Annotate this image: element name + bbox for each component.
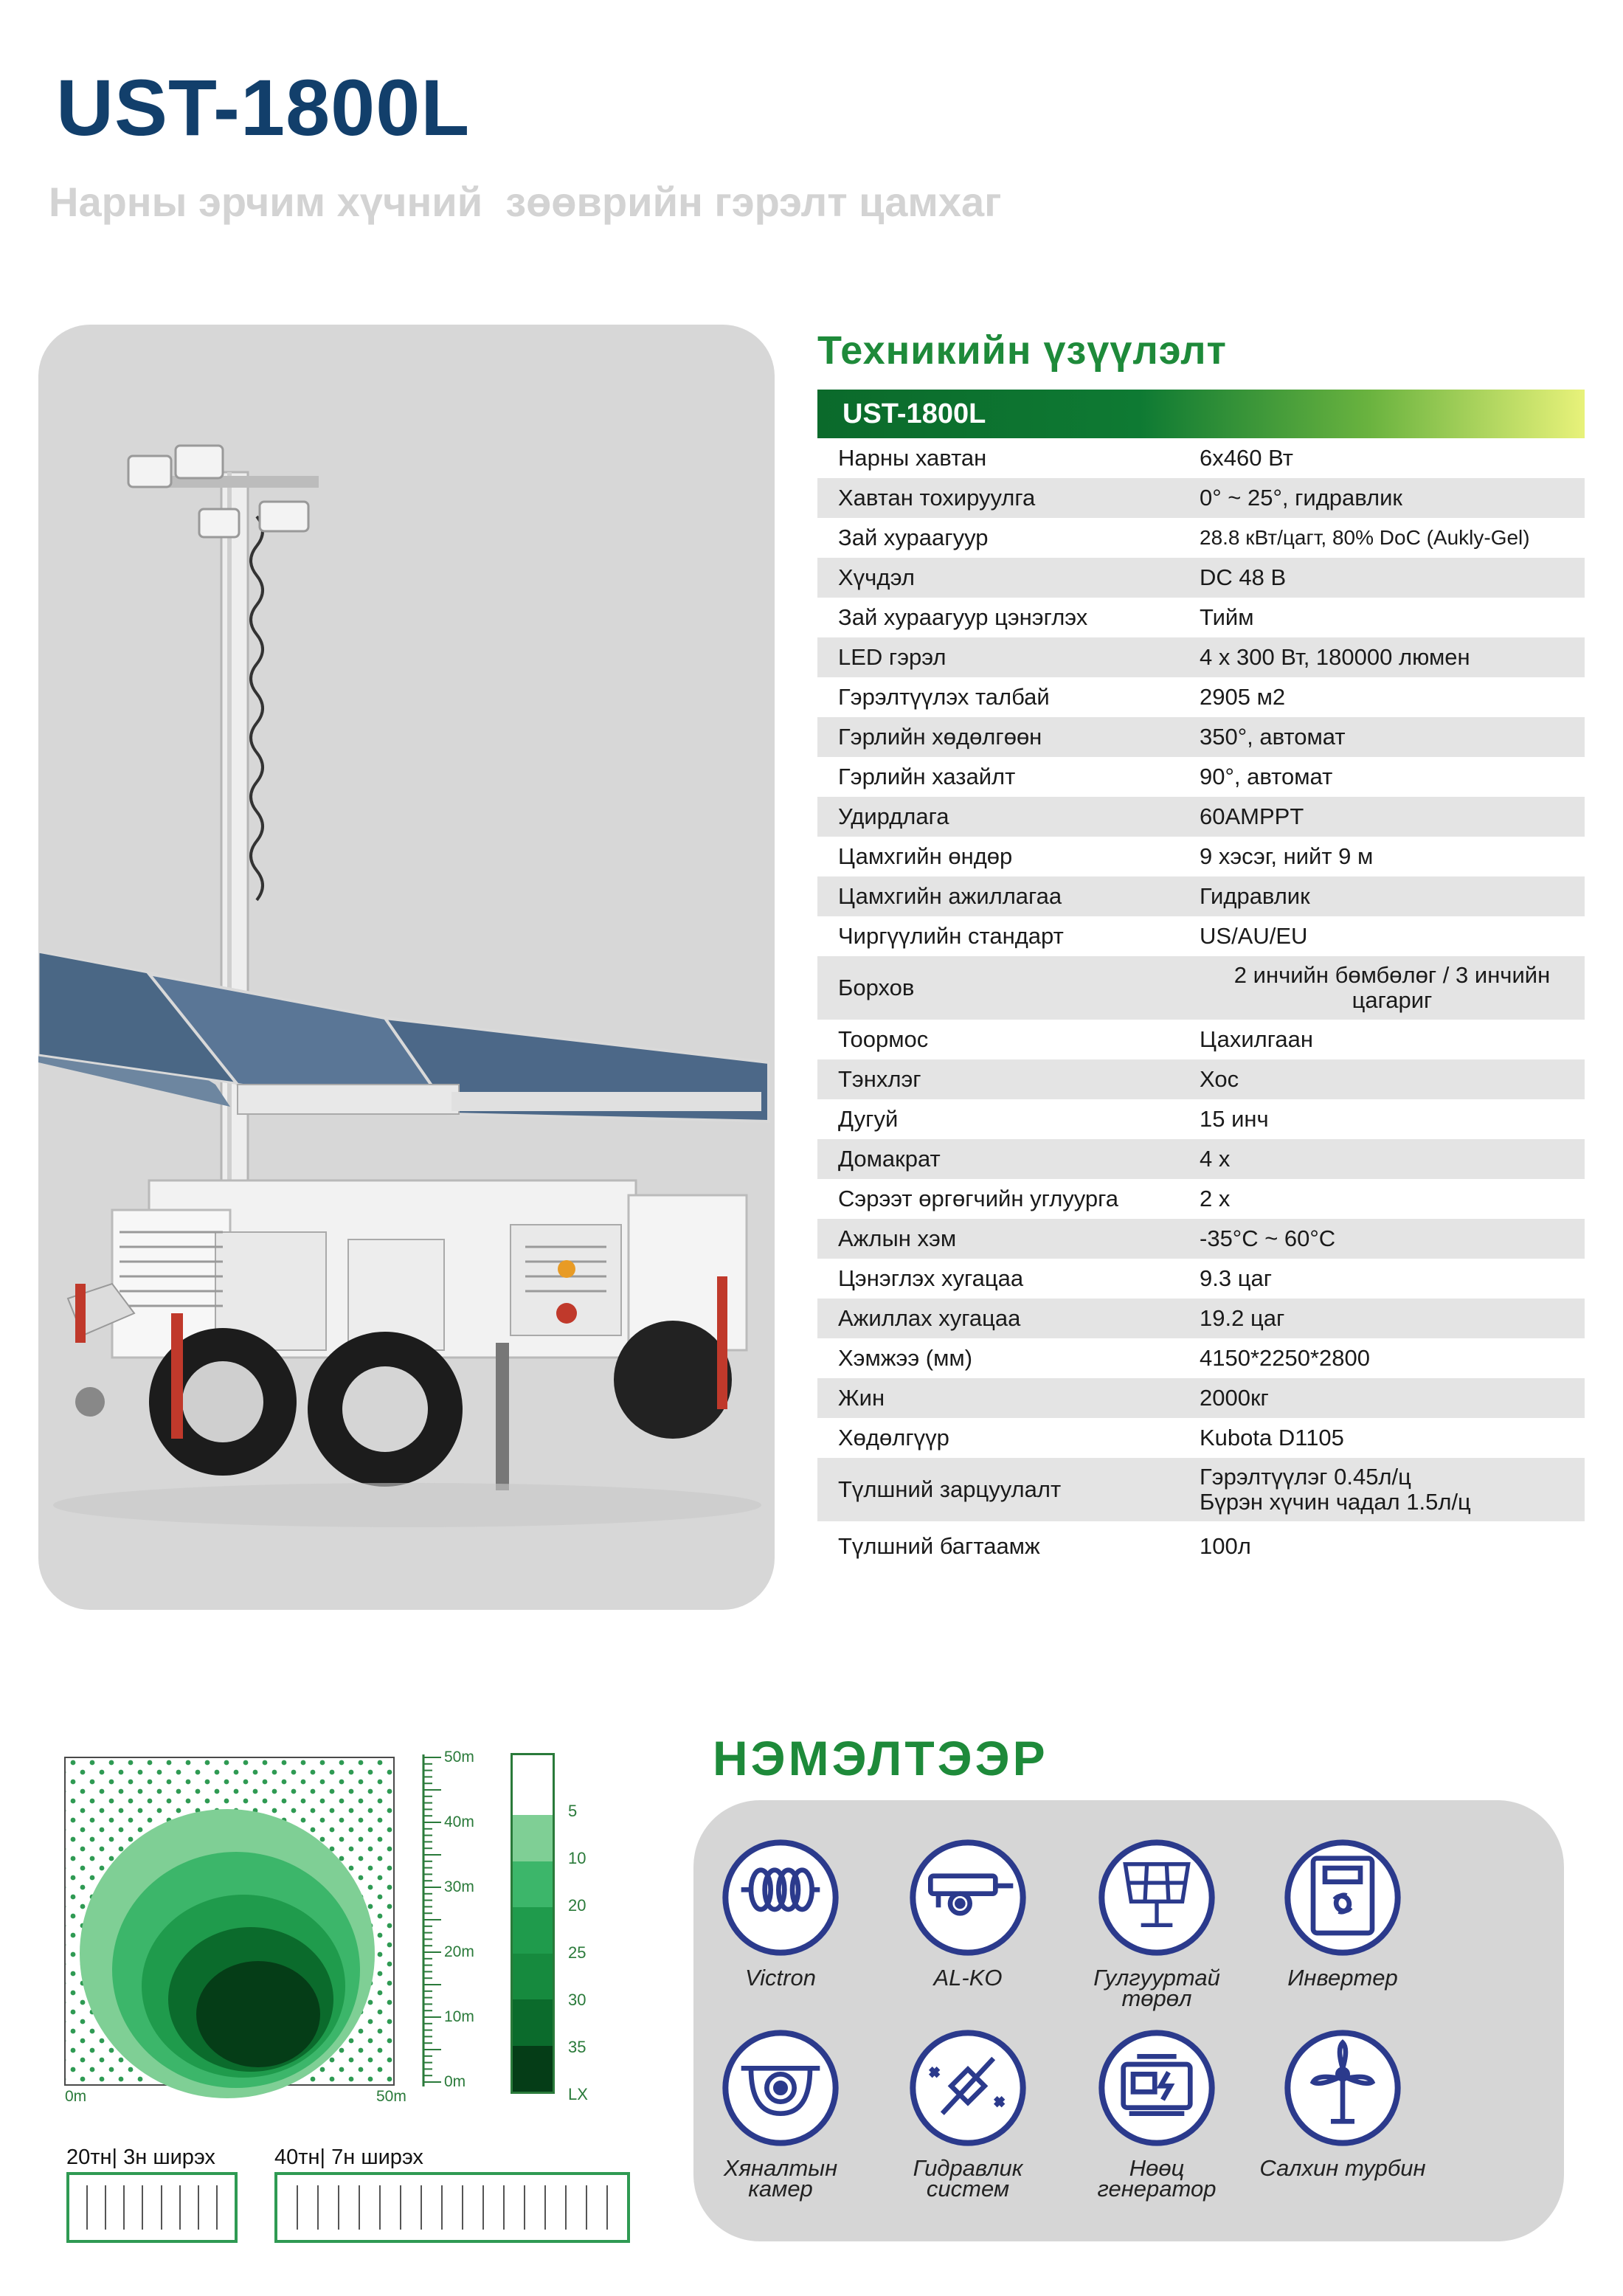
lux-label: LX [568, 2085, 588, 2103]
lux-label: 10 [568, 1849, 586, 1867]
spec-row [817, 1418, 1585, 1458]
coverage-slot [400, 2185, 401, 2230]
spec-label: LED гэрэл [838, 644, 947, 670]
spec-row [817, 438, 1585, 478]
spec-value: 2000кг [1200, 1385, 1269, 1411]
addon-item [1072, 1839, 1242, 2009]
spec-row [817, 677, 1585, 717]
spec-value: 90°, автомат [1200, 764, 1333, 789]
solar-light-tower-illustration [38, 325, 775, 1610]
spec-value: 28.8 кВт/цагт, 80% DoC (Aukly-Gel) [1200, 526, 1530, 549]
addon-label: Хяналтын камер [723, 2155, 838, 2202]
spec-value: US/AU/EU [1200, 923, 1308, 949]
product-photo [38, 325, 775, 1610]
generator-icon [1098, 2029, 1216, 2147]
spec-row [817, 1179, 1585, 1219]
coverage-slot [317, 2185, 319, 2230]
coverage-slot [198, 2185, 199, 2230]
coverage-slot [161, 2185, 162, 2230]
spec-value: Гидравлик [1200, 883, 1310, 909]
coverage-slot [524, 2185, 525, 2230]
spec-row [817, 1521, 1585, 1571]
distance-label: 50m [444, 1749, 474, 1766]
addons-panel [693, 1800, 1564, 2241]
spec-rows [817, 438, 1585, 1571]
spec-value: 350°, автомат [1200, 724, 1346, 750]
coverage-slot [565, 2185, 567, 2230]
spec-row [817, 1059, 1585, 1099]
spec-label: Цамхгийн өндөр [838, 843, 1013, 869]
spec-row [817, 916, 1585, 956]
spec-value: 9 хэсэг, нийт 9 м [1200, 843, 1374, 869]
spec-label: Жин [838, 1385, 885, 1411]
spec-label: Нарны хавтан [838, 445, 987, 471]
spec-row [817, 637, 1585, 677]
addon-item [1258, 1839, 1428, 1991]
spec-label: Гэрлийн хөдөлгөөн [838, 724, 1042, 750]
spec-value: 4150*2250*2800 [1200, 1345, 1371, 1371]
spec-value: 60AMPPT [1200, 803, 1304, 829]
inverter-icon [1284, 1839, 1402, 1957]
coverage-slot [86, 2185, 88, 2230]
addon-label: Гулгууртай төрөл [1093, 1965, 1220, 2011]
spec-value: Гэрэлтүүлэг 0.45л/ц Бүрэн хүчин чадал 1.5л/ц [1200, 1464, 1471, 1515]
addon-label: AL-KO [933, 1965, 1003, 1991]
coverage-slot [359, 2185, 360, 2230]
coverage-slot [379, 2185, 381, 2230]
coverage-label: 20тн| 3н ширэх [66, 2145, 215, 2169]
spec-value: Цахилгаан [1200, 1026, 1313, 1052]
specs-heading: Техникийн үзүүлэлт [817, 328, 1227, 373]
spec-row [817, 478, 1585, 518]
spec-label: Тоормос [838, 1026, 929, 1052]
spec-label: Зай хураагуур цэнэглэх [838, 604, 1088, 630]
spec-row [817, 837, 1585, 876]
addon-item [1072, 2029, 1242, 2202]
spec-label: Домакрат [838, 1146, 941, 1172]
camera-icon [721, 2029, 840, 2147]
coverage-slot [586, 2185, 587, 2230]
lux-swatch [513, 1999, 553, 2045]
spec-row [817, 1219, 1585, 1259]
distance-label: 30m [444, 1878, 474, 1895]
lux-label: 30 [568, 1991, 586, 2009]
coverage-slot [338, 2185, 339, 2230]
spec-label: Цамхгийн ажиллагаа [838, 883, 1062, 909]
distance-label: 10m [444, 2008, 474, 2025]
distance-scale [419, 1754, 446, 2094]
addon-item [883, 2029, 1053, 2202]
spec-label: Удирдлага [838, 803, 949, 829]
spec-value: 4 x 300 Вт, 180000 люмен [1200, 644, 1470, 670]
spec-label: Хэмжээ (мм) [838, 1345, 973, 1371]
coverage-box [274, 2172, 630, 2243]
x-distance-label: 0m [65, 2088, 87, 2105]
coverage-box [66, 2172, 238, 2243]
addons-heading: НЭМЭЛТЭЭР [713, 1731, 1048, 1785]
coverage-slot [462, 2185, 463, 2230]
spec-value: 15 инч [1200, 1106, 1269, 1132]
addon-label: Инвертер [1287, 1965, 1398, 1991]
spec-label: Борхов [838, 975, 915, 1000]
spec-row [817, 1259, 1585, 1299]
coverage-slot [544, 2185, 546, 2230]
lux-label: 25 [568, 1943, 586, 1962]
coverage-slot [216, 2185, 218, 2230]
spec-row [817, 1338, 1585, 1378]
lux-label: 35 [568, 2038, 586, 2056]
spec-value: 2 инчийн бөмбөлөг / 3 инчийн цагариг [1233, 962, 1551, 1013]
spec-row [817, 757, 1585, 797]
spec-value: -35°C ~ 60°C [1200, 1225, 1336, 1251]
page-subtitle: Нарны эрчим хүчний зөөврийн гэрэлт цамхаг [49, 179, 1002, 225]
spec-label: Гэрлийн хазайлт [838, 764, 1016, 789]
coverage-slot [482, 2185, 484, 2230]
lux-label: 5 [568, 1802, 578, 1820]
trailer-icon [909, 1839, 1027, 1957]
lux-label: 20 [568, 1896, 586, 1915]
solar-panel-icon [1098, 1839, 1216, 1957]
coverage-slot [123, 2185, 125, 2230]
spec-row [817, 876, 1585, 916]
spec-value: 2 x [1200, 1186, 1231, 1211]
spec-label: Дугуй [838, 1106, 899, 1132]
spec-value: Тийм [1200, 604, 1254, 630]
addon-label: Гидравлик систем [913, 2155, 1023, 2202]
spec-row [817, 518, 1585, 558]
spec-value: Хос [1200, 1066, 1239, 1092]
coverage-slot [179, 2185, 181, 2230]
lux-swatch [513, 1907, 553, 1953]
coverage-slot [142, 2185, 143, 2230]
spec-row [817, 717, 1585, 757]
illumination-diagram [59, 1749, 782, 2250]
coverage-slot [503, 2185, 505, 2230]
spec-label: Түлшний зарцуулалт [838, 1476, 1062, 1502]
lux-swatch [513, 1954, 553, 1999]
spec-value: 2905 м2 [1200, 684, 1286, 710]
spec-value: Kubota D1105 [1200, 1425, 1344, 1450]
spec-label: Хүчдэл [838, 564, 915, 590]
coverage-slot [606, 2185, 608, 2230]
addon-label: Салхин турбин [1259, 2155, 1426, 2181]
spec-value: 100л [1200, 1533, 1251, 1559]
hydraulic-icon [909, 2029, 1027, 2147]
coverage-slot [105, 2185, 106, 2230]
spec-row [817, 797, 1585, 837]
spec-row [817, 1099, 1585, 1139]
spec-label: Хөдөлгүүр [838, 1425, 949, 1450]
lux-legend [511, 1753, 555, 2094]
distance-label: 0m [444, 2073, 466, 2090]
spec-value: 19.2 цаг [1200, 1305, 1285, 1331]
addon-label: Victron [745, 1965, 816, 1991]
distance-label: 20m [444, 1943, 474, 1960]
spec-row [817, 1299, 1585, 1338]
spec-row [817, 598, 1585, 637]
spec-label: Гэрэлтүүлэх талбай [838, 684, 1050, 710]
coverage-slot [441, 2185, 443, 2230]
lux-swatch [513, 2046, 553, 2092]
lux-swatch [513, 1755, 553, 1815]
spec-value: 0° ~ 25°, гидравлик [1200, 485, 1402, 511]
coil-icon [721, 1839, 840, 1957]
addon-item [1258, 2029, 1428, 2179]
page-title: UST-1800L [56, 63, 471, 152]
lux-swatch [513, 1815, 553, 1861]
addon-item [883, 1839, 1053, 1991]
spec-row [817, 1139, 1585, 1179]
spec-label: Цэнэглэх хугацаа [838, 1265, 1024, 1291]
spec-label: Чиргүүлийн стандарт [838, 923, 1064, 949]
spec-row [817, 956, 1585, 1020]
coverage-slot [297, 2185, 298, 2230]
spec-row [817, 1378, 1585, 1418]
addon-label: Нөөц генератор [1097, 2155, 1217, 2202]
wind-turbine-icon [1284, 2029, 1402, 2147]
spec-value: 6x460 Вт [1200, 445, 1293, 471]
coverage-label: 40тн| 7н ширэх [274, 2145, 423, 2169]
addon-item [696, 2029, 865, 2202]
spec-table-title: UST-1800L [817, 390, 1585, 438]
x-distance-label: 50m [376, 2088, 406, 2105]
spec-row [817, 558, 1585, 598]
addon-item [696, 1839, 865, 1991]
spec-label: Зай хураагуур [838, 525, 989, 550]
lux-swatch [513, 1861, 553, 1907]
coverage-slot [421, 2185, 422, 2230]
spec-label: Ажиллах хугацаа [838, 1305, 1021, 1331]
spec-row [817, 1458, 1585, 1521]
spec-table [817, 390, 1585, 1571]
distance-label: 40m [444, 1813, 474, 1830]
spec-label: Хавтан тохируулга [838, 485, 1036, 511]
illumination-area-plot [59, 1749, 406, 2103]
spec-value: 4 x [1200, 1146, 1231, 1172]
spec-value: DC 48 В [1200, 564, 1287, 590]
spec-label: Ажлын хэм [838, 1225, 957, 1251]
spec-row [817, 1020, 1585, 1059]
spec-label: Сэрээт өргөгчийн углуурга [838, 1186, 1119, 1211]
spec-value: 9.3 цаг [1200, 1265, 1273, 1291]
spec-label: Тэнхлэг [838, 1066, 921, 1092]
spec-label: Түлшний багтаамж [838, 1533, 1040, 1559]
